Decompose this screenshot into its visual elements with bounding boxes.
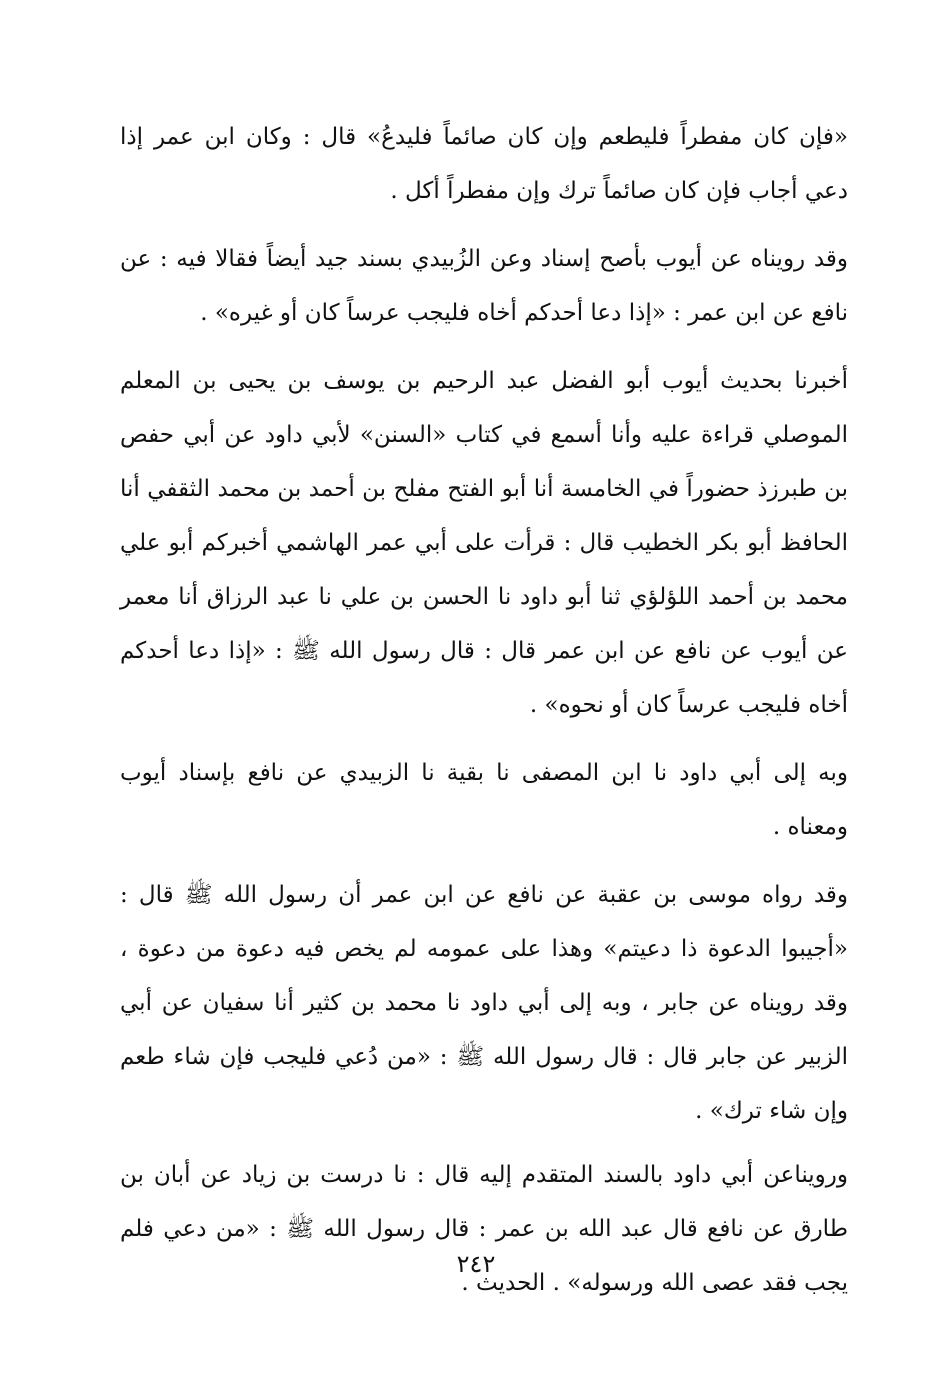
paragraph-1: «فإن كان مفطراً فليطعم وإن كان صائماً فليدعُ» قال : وكان ابن عمر إذا دعي أجاب فإن كان صائماً ترك وإن مفطراً أكل . <box>120 124 848 204</box>
paragraph-6: ورويناعن أبي داود بالسند المتقدم إليه قال : نا درست بن زياد عن أبان بن طارق عن نافع قال عبد الله بن عمر : قال رسول الله ﷺ : «من دعي فلم يجب فقد عصى الله ورسوله» . الحديث . <box>120 1162 848 1296</box>
paragraph-4: وبه إلى أبي داود نا ابن المصفى نا بقية نا الزبيدي عن نافع بإسناد أيوب ومعناه . <box>120 760 848 840</box>
body-text <box>120 110 848 1332</box>
paragraph-2: وقد رويناه عن أيوب بأصح إسناد وعن الزُبيدي بسند جيد أيضاً فقالا فيه : عن نافع عن ابن عمر : «إذا دعا أحدكم أخاه فليجب عرساً كان أو غيره» . <box>120 246 848 326</box>
paragraph-5: وقد رواه موسى بن عقبة عن نافع عن ابن عمر أن رسول الله ﷺ قال : «أجيبوا الدعوة ذا دعيتم» وهذا على عمومه لم يخص فيه دعوة من دعوة ، وقد رويناه عن جابر ، وبه إلى أبي داود نا محمد بن كثير أنا سفيان عن أبي الزبير عن جابر قال : قال رسول الله ﷺ : «من دُعي فليجب فإن شاء طعم وإن شاء ترك» . <box>120 882 848 1124</box>
paragraph-3: أخبرنا بحديث أيوب أبو الفضل عبد الرحيم بن يوسف بن يحيى بن المعلم الموصلي قراءة عليه وأنا أسمع في كتاب «السنن» لأبي داود عن أبي حفص بن طبرزذ حضوراً في الخامسة أنا أبو الفتح مفلح بن أحمد بن محمد الثقفي أنا الحافظ أبو بكر الخطيب قال : قرأت على أبي عمر الهاشمي أخبركم أبو علي محمد بن أحمد اللؤلؤي ثنا أبو داود نا الحسن بن علي نا عبد الرزاق أنا معمر عن أيوب عن نافع عن ابن عمر قال : قال رسول الله ﷺ : «إذا دعا أحدكم أخاه فليجب عرساً كان أو نحوه» . <box>120 368 848 718</box>
page-number: ٢٤٢ <box>456 1250 496 1278</box>
